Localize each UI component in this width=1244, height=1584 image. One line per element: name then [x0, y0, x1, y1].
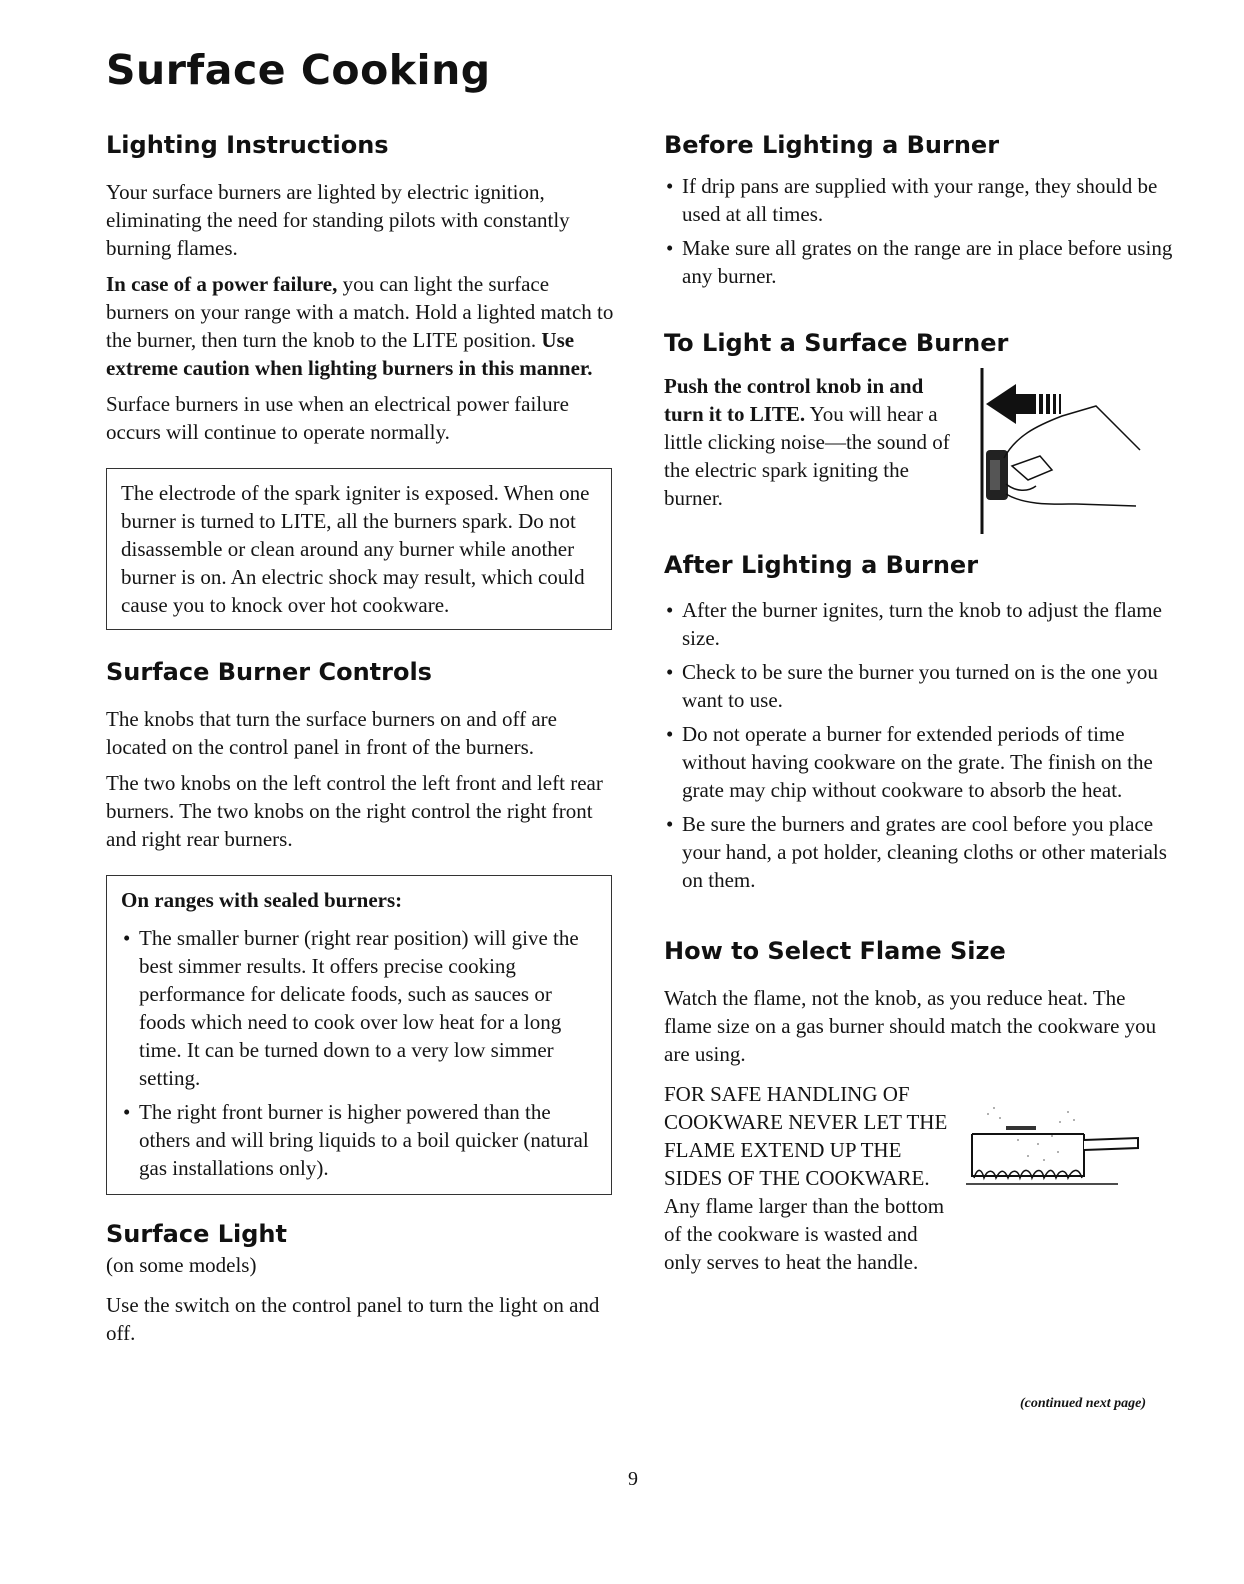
power-failure-label: In case of a power failure, [106, 272, 338, 296]
warning-box [106, 468, 612, 630]
list-item: • Make sure all grates on the range are in place before using any burner. [664, 234, 1178, 290]
lighting-paragraph-1: Your surface burners are lighted by electric ignition, eliminating the need for standing pilots with constantly burning flames. [106, 180, 570, 260]
list-item: • Be sure the burners and grates are cool before you place your hand, a pot holder, cleaning cloths or other materials on them. [664, 810, 1178, 894]
sealed-burners-box [106, 875, 612, 1195]
pot-illustration [948, 1100, 1148, 1200]
lighting-paragraph-2 [106, 270, 614, 382]
surface-burner-controls-heading: Surface Burner Controls [106, 658, 432, 686]
list-item: • The right front burner is higher powered than the others and will bring liquids to a boil quicker (natural gas installations only). [121, 1098, 597, 1182]
push-arrow-icon [986, 384, 1036, 424]
to-light-bold: Push the control knob in and turn it to LITE. [664, 374, 924, 426]
surface-light-heading: Surface Light [106, 1220, 287, 1248]
flame-section [664, 1080, 1178, 1276]
flame-caps-text: FOR SAFE HANDLING OF COOKWARE NEVER LET THE FLAME EXTEND UP THE SIDES OF THE COOKWARE. [664, 1082, 948, 1190]
right-column [664, 130, 1178, 1276]
list-item: • Do not operate a burner for extended periods of time without having cookware on the grate. The finish on the grate may chip without cookware to absorb the heat. [664, 720, 1178, 804]
knob-illustration [976, 366, 1146, 536]
list-item: • After the burner ignites, turn the knob to adjust the flame size. [664, 596, 1178, 652]
surface-light-paragraph: Use the switch on the control panel to turn the light on and off. [106, 1293, 600, 1345]
flame-paragraph-2 [664, 1080, 948, 1276]
flame-size-heading: How to Select Flame Size [664, 937, 1006, 965]
after-lighting-heading: After Lighting a Burner [664, 551, 979, 579]
caution-text: Use extreme caution when lighting burners in this manner. [106, 328, 593, 380]
lighting-paragraph-3: Surface burners in use when an electrical power failure occurs will continue to operate normally. [106, 392, 569, 444]
list-item: • The smaller burner (right rear position) will give the best simmer results. It offers precise cooking performance for delicate foods, such as sauces or foods which need to cook over low heat for a long time. It can be turned down to a very low simmer setting. [121, 924, 597, 1092]
page-number: 9 [628, 1468, 638, 1490]
to-light-section [664, 372, 1178, 542]
continued-note: (continued next page) [1020, 1396, 1146, 1411]
to-light-paragraph [664, 372, 954, 512]
power-failure-text: you can light the surface burners on your range with a match. Hold a lighted match to the burner, then turn the knob to the LITE position. [106, 272, 614, 352]
warning-text: The electrode of the spark igniter is exposed. When one burner is turned to LITE, all the burners spark. Do not disassemble or clean around any burner while another burner is on. An electric shock may result, which could cause you to knock over hot cookware. [121, 481, 590, 617]
list-item: • If drip pans are supplied with your range, they should be used at all times. [664, 172, 1178, 228]
lighting-instructions-heading: Lighting Instructions [106, 131, 389, 159]
surface-light-subheading: (on some models) [106, 1253, 257, 1277]
before-lighting-heading: Before Lighting a Burner [664, 131, 1000, 159]
controls-paragraph-2: The two knobs on the left control the left front and left rear burners. The two knobs on the right control the right front and right rear burners. [106, 771, 603, 851]
left-column [106, 130, 614, 1347]
flame-paragraph-1: Watch the flame, not the knob, as you reduce heat. The flame size on a gas burner should match the cookware you are using. [664, 986, 1157, 1066]
list-item: • Check to be sure the burner you turned on is the one you want to use. [664, 658, 1178, 714]
flame-text: Any flame larger than the bottom of the cookware is wasted and only serves to heat the handle. [664, 1194, 945, 1274]
page-title: Surface Cooking [106, 46, 491, 94]
sealed-burners-title: On ranges with sealed burners: [121, 888, 403, 912]
to-light-heading: To Light a Surface Burner [664, 329, 1009, 357]
to-light-text: You will hear a little clicking noise—the sound of the electric spark igniting the burner. [664, 402, 950, 510]
controls-paragraph-1: The knobs that turn the surface burners on and off are located on the control panel in front of the burners. [106, 707, 557, 759]
